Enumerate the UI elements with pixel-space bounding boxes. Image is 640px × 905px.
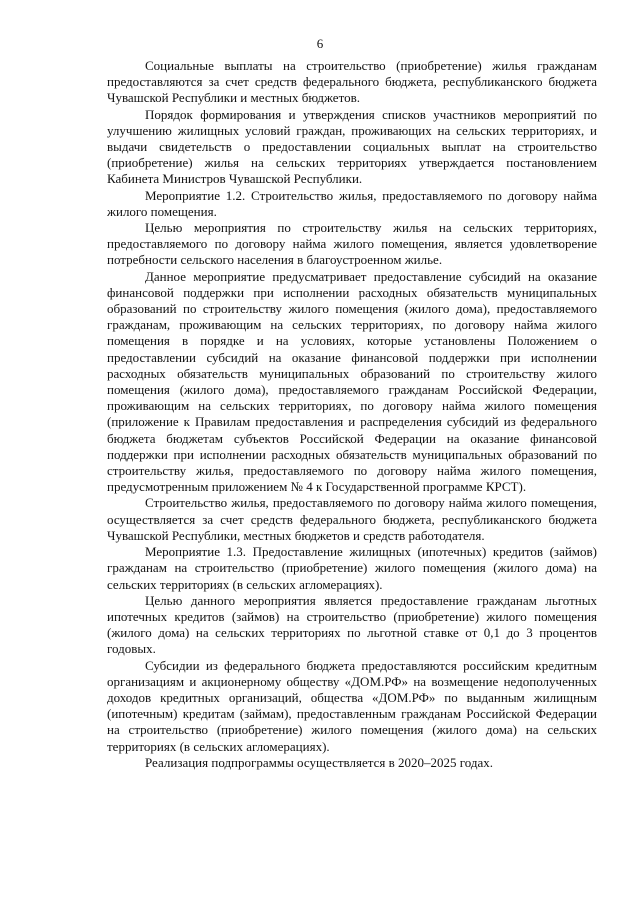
page-number: 6: [316, 36, 324, 51]
paragraph: Реализация подпрограммы осуществляется в 2020–2025 годах.: [145, 754, 493, 770]
paragraph: Строительство жилья, предоставляемого по договору найма жилого помещения, осуществляется за счет средств федерального бюджета, республиканского бюджета Чувашской Республики, местных бюджетов и средств работодателя.: [107, 495, 597, 543]
paragraph: Целью мероприятия по строительству жилья на сельских территориях, предоставляемого по договору найма жилого помещения, является удовлетворение потребности сельского населения в благоустроенном жилье.: [107, 220, 597, 268]
paragraph: Социальные выплаты на строительство (приобретение) жилья гражданам предоставляются за счет средств федерального бюджета, республиканского бюджета Чувашской Республики и местных бюджетов.: [107, 58, 597, 106]
paragraph: Целью данного мероприятия является предоставление гражданам льготных ипотечных кредитов (займов) на строительство (приобретение) жилого помещения (жилого дома) на сельских территориях по льготной ставке от 0,1 до 3 процентов годовых.: [107, 592, 597, 657]
paragraph: Порядок формирования и утверждения списков участников мероприятий по улучшению жилищных условий граждан, проживающих на сельских территориях, и выдачи свидетельств о предоставлении социальных выплат на строительство (приобретение) жилья на сельских территориях утверждается постановлением Кабинета Министров Чувашской Республики.: [107, 106, 597, 187]
paragraph: Данное мероприятие предусматривает предоставление субсидий на оказание финансовой поддержки при исполнении расходных обязательств муниципальных образований по строительству жилого помещения (жилого дома), предоставляемого гражданам, проживающим на сельских территориях, по договору найма жилого помещения в порядке и на условиях, которые установлены Положением о предоставлении субсидий на оказание финансовой поддержки при исполнении расходных обязательств муниципальных образований по строительству жилого помещения (жилого дома), предоставляемого гражданам Российской Федерации, проживающим на сельских территориях, по договору найма жилого помещения (приложение к Правилам предоставления и распределения субсидий из федерального бюджета бюджетам субъектов Российской Федерации на оказание финансовой поддержки при исполнении расходных обязательств муниципальных образований по строительству жилья, предоставляемого по договору найма жилого помещения, предусмотренным приложением № 4 к Государственной программе КРСТ).: [107, 268, 597, 495]
paragraph: Субсидии из федерального бюджета предоставляются российским кредитным организациям и акционерному обществу «ДОМ.РФ» на возмещение недополученных доходов кредитных организаций, общества «ДОМ.РФ» по выданным жилищным (ипотечным) кредитам (займам), предоставленным гражданам Российской Федерации на строительство (приобретение) жилого помещения (жилого дома) на сельских территориях (в сельских агломерациях).: [107, 657, 597, 754]
paragraph: Мероприятие 1.3. Предоставление жилищных (ипотечных) кредитов (займов) гражданам на строительство (приобретение) жилого помещения (жилого дома) на сельских территориях (в сельских агломерациях).: [107, 544, 597, 592]
document-body: [107, 58, 597, 771]
paragraph: Мероприятие 1.2. Строительство жилья, предоставляемого по договору найма жилого помещения.: [107, 187, 597, 219]
